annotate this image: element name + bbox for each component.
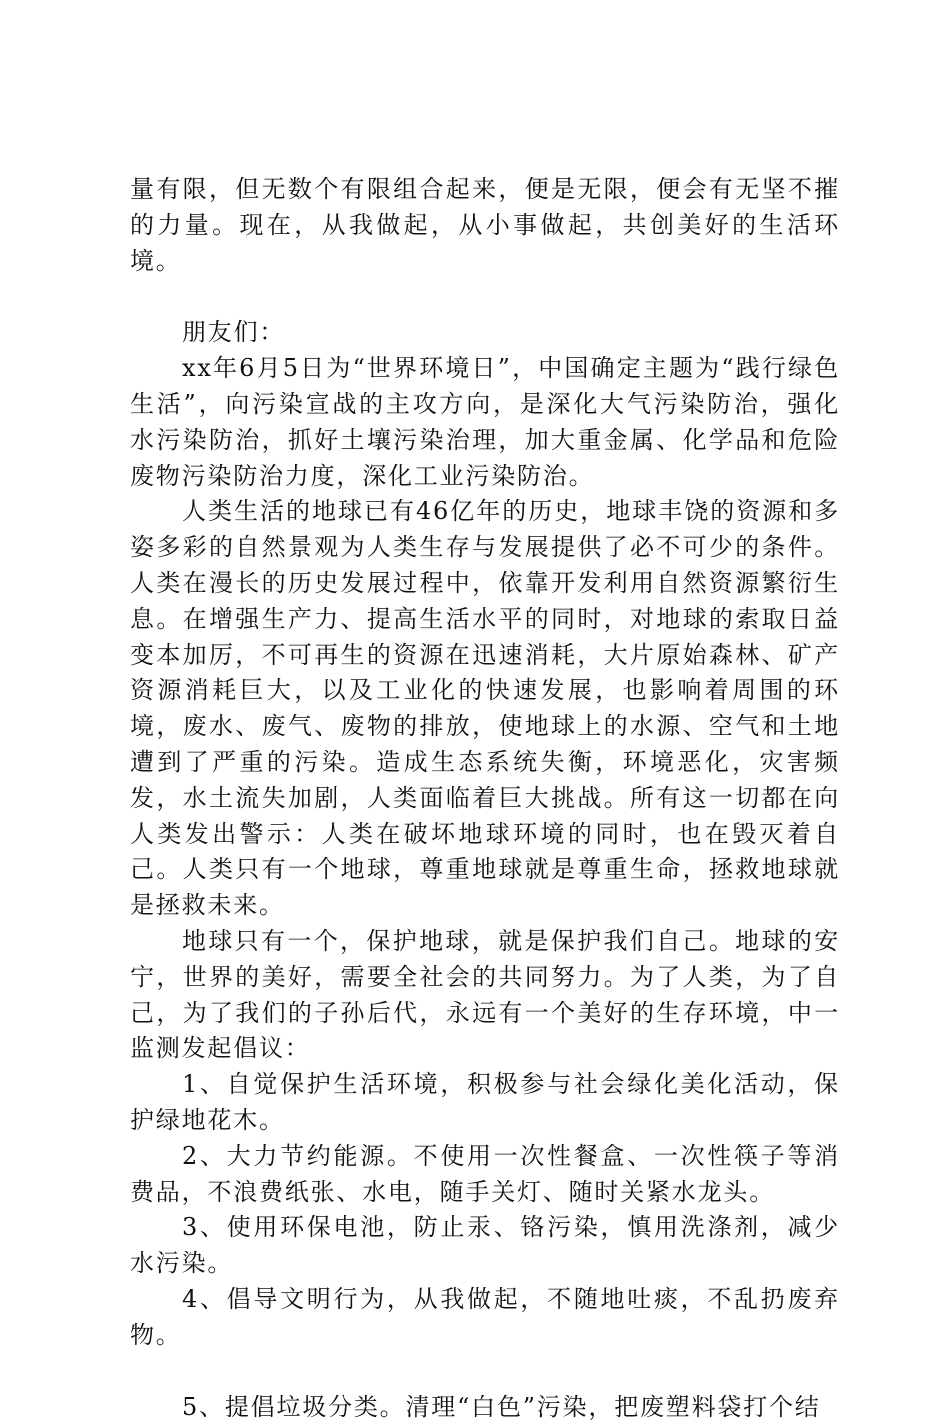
proposal-item-3: 3、使用环保电池，防止汞、铬污染，慎用洗涤剂，减少水污染。 — [130, 1210, 840, 1282]
paragraph-continued-intro: 量有限，但无数个有限组合起来，便是无限，便会有无坚不摧的力量。现在，从我做起，从小事做起，共创美好的生活环境。 — [130, 172, 840, 279]
proposal-item-4: 4、倡导文明行为，从我做起，不随地吐痰，不乱扔废弃物。 — [130, 1282, 840, 1354]
paragraph-environment-day: xx年6月5日为“世界环境日”，中国确定主题为“践行绿色生活”，向污染宣战的主攻方向，是深化大气污染防治，强化水污染防治，抓好土壤污染治理，加大重金属、化学品和危险废物污染防治力度，深化工业污染防治。 — [130, 351, 840, 494]
salutation: 朋友们： — [130, 315, 840, 351]
proposal-item-2: 2、大力节约能源。不使用一次性餐盒、一次性筷子等消费品，不浪费纸张、水电，随手关灯、随时关紧水龙头。 — [130, 1139, 840, 1211]
proposal-item-1: 1、自觉保护生活环境，积极参与社会绿化美化活动，保护绿地花木。 — [130, 1067, 840, 1139]
proposal-item-5: 5、提倡垃圾分类。清理“白色”污染，把废塑料袋打个结 — [130, 1390, 840, 1425]
paragraph-protect-earth: 地球只有一个，保护地球，就是保护我们自己。地球的安宁，世界的美好，需要全社会的共同努力。为了人类，为了自己，为了我们的子孙后代，永远有一个美好的生存环境，中一监测发起倡议： — [130, 924, 840, 1067]
document-body — [130, 172, 840, 1425]
paragraph-earth-history: 人类生活的地球已有46亿年的历史，地球丰饶的资源和多姿多彩的自然景观为人类生存与发展提供了必不可少的条件。人类在漫长的历史发展过程中，依靠开发利用自然资源繁衍生息。在增强生产力、提高生活水平的同时，对地球的索取日益变本加厉，不可再生的资源在迅速消耗，大片原始森林、矿产资源消耗巨大，以及工业化的快速发展，也影响着周围的环境，废水、废气、废物的排放，使地球上的水源、空气和土地遭到了严重的污染。造成生态系统失衡，环境恶化，灾害频发，水土流失加剧，人类面临着巨大挑战。所有这一切都在向人类发出警示：人类在破坏地球环境的同时，也在毁灭着自己。人类只有一个地球，尊重地球就是尊重生命，拯救地球就是拯救未来。 — [130, 494, 840, 924]
